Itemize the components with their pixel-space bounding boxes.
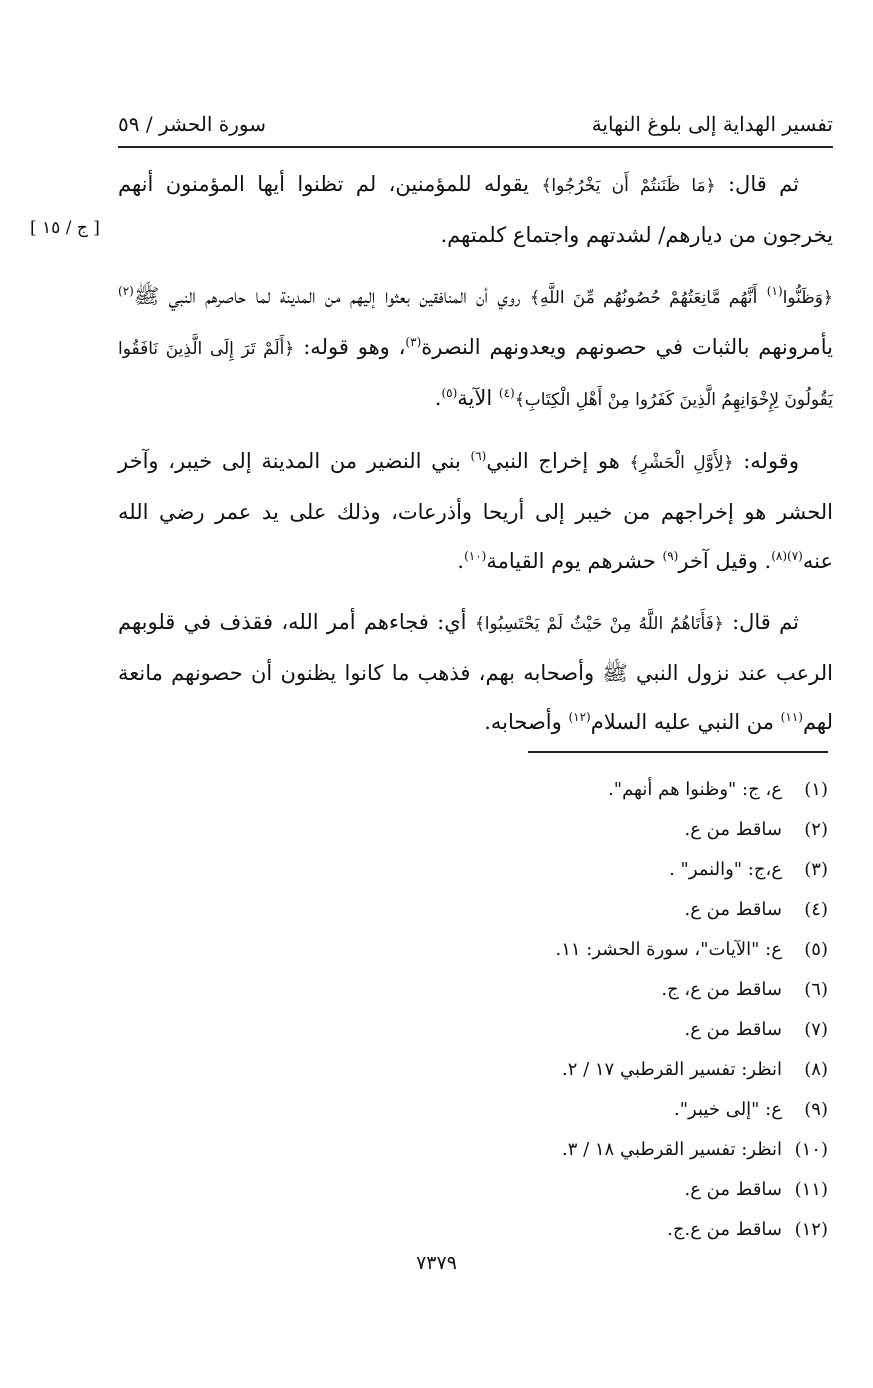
text-run: .: [434, 386, 442, 410]
footnote-number: (٤): [804, 899, 828, 920]
footnote-number: (٥): [804, 939, 828, 960]
text-run: حشرهم يوم القيامة: [486, 549, 656, 573]
footnote-item: [350, 930, 828, 970]
footnote-text: ع، ج: "وظنوا هم أنهم".: [608, 779, 782, 800]
main-text: [118, 160, 833, 759]
paragraph-4: [118, 598, 833, 747]
manuscript-margin-reference: [ ج / ١٥ ]: [30, 218, 100, 238]
footnote-text: انظر: تفسير القرطبي ١٨ / ٣.: [561, 1139, 782, 1160]
text-run: ، وهو قوله:: [303, 335, 406, 359]
footnote-number: (٩): [804, 1099, 828, 1120]
footnote-text: ساقط من ع، ج.: [661, 979, 782, 1000]
footnote-ref[interactable]: (٤): [498, 386, 515, 400]
text-run: .: [457, 549, 465, 573]
footnote-item: [350, 1090, 828, 1130]
footnote-ref[interactable]: (٢): [118, 284, 134, 298]
footnote-number: (٨): [804, 1059, 828, 1080]
footnote-text: ع: "الآيات"، سورة الحشر: ١١.: [555, 939, 782, 960]
footnote-ref[interactable]: (١٢): [568, 710, 591, 724]
footnote-text: ساقط من ع.: [684, 1179, 782, 1200]
footnote-text: ساقط من ع.: [684, 819, 782, 840]
book-title: تفسير الهداية إلى بلوغ النهاية: [591, 112, 833, 136]
footnote-text: ع: "إلى خيبر".: [674, 1099, 782, 1120]
text-run: هو إخراج النبي: [486, 449, 620, 473]
footnote-text: ع،ج: "والنمر" .: [669, 859, 782, 880]
footnotes-list: [350, 770, 828, 1250]
footnote-item: [350, 970, 828, 1010]
quran-verse: ﴿فَأَتَاهُمُ اللَّهُ مِنْ حَيْثُ لَمْ يَحْتَسِبُوا﴾: [474, 614, 724, 634]
footnote-number: (١١): [794, 1179, 828, 1200]
text-run: بني النضير من المدينة إلى خيبر، وآخر الحشر هو إخراجهم من خيبر إلى أريحا وأذرعات، وذلك على يد عمر رضي الله عنه: [118, 449, 833, 573]
paragraph-1: [118, 160, 833, 260]
paragraph-2: [118, 272, 833, 425]
paragraph-3: [118, 437, 833, 586]
footnote-text: انظر: تفسير القرطبي ١٧ / ٢.: [561, 1059, 782, 1080]
quran-verse: ﴿مَا ظَنَنتُمْ أَن يَخْرُجُوا﴾: [541, 176, 716, 196]
footnote-number: (٢): [804, 819, 828, 840]
footnote-item: [350, 1210, 828, 1250]
text-run: وأصحابه.: [484, 710, 562, 734]
quran-verse: ﴿أَلَمْ تَرَ إِلَى الَّذِينَ نَافَقُوا يَقُولُونَ لِإِخْوَانِهِمُ الَّذِينَ كَفَرُوا مِنْ أَهْلِ الْكِتَابِ﴾: [118, 339, 833, 410]
footnote-number: (١٠): [794, 1139, 828, 1160]
footnote-separator: [528, 751, 828, 753]
footnote-ref[interactable]: (١): [766, 284, 783, 298]
footnote-item: [350, 770, 828, 810]
footnote-item: [350, 1170, 828, 1210]
footnote-ref[interactable]: (٥): [441, 386, 458, 400]
text-run: من النبي عليه السلام: [590, 710, 774, 734]
quran-verse: ﴿لِأَوَّلِ الْحَشْرِ﴾: [629, 453, 734, 473]
footnote-item: [350, 1130, 828, 1170]
text-run: يأمرونهم بالثبات في حصونهم ويعدونهم النصرة: [421, 335, 833, 359]
footnote-item: [350, 890, 828, 930]
footnote-number: (١٢): [794, 1219, 828, 1240]
text-run: يقوله للمؤمنين، لم تظنوا أيها المؤمنون أنهم يخرجون من ديارهم/ لشدتهم واجتماع كلمتهم.: [118, 172, 833, 247]
footnote-ref[interactable]: (٦): [470, 449, 487, 463]
footnote-number: (٣): [804, 859, 828, 880]
footnote-number: (٦): [804, 979, 828, 1000]
footnote-text: ساقط من ع.ج.: [667, 1219, 782, 1240]
text-run: وقوله:: [743, 449, 799, 473]
footnote-number: (٧): [804, 1019, 828, 1040]
footnote-ref[interactable]: (١١): [780, 710, 803, 724]
footnote-ref[interactable]: (٣): [405, 335, 422, 349]
footnote-text: ساقط من ع.: [684, 899, 782, 920]
surah-page-label: سورة الحشر / ٥٩: [118, 112, 266, 136]
footnote-text: ساقط من ع.: [684, 1019, 782, 1040]
footnote-ref[interactable]: (٧)(٨): [771, 549, 803, 563]
text-run: أي: فجاءهم أمر الله، فقذف في قلوبهم الرعب عند نزول النبي ﷺ وأصحابه بهم، فذهب ما كانوا يظنون أن حصونهم مانعة لهم: [118, 610, 833, 734]
footnote-ref[interactable]: (٩): [662, 549, 679, 563]
footnote-item: [350, 810, 828, 850]
footnote-item: [350, 1010, 828, 1050]
footnote-ref[interactable]: (١٠): [464, 549, 487, 563]
text-run: ثم قال:: [727, 172, 799, 196]
text-run: روي أن المنافقين بعثوا إليهم من المدينة لما حاصرهم النبي ﷺ: [133, 284, 521, 308]
footnote-number: (١): [804, 779, 828, 800]
quran-verse: ﴿وَظَنُّوا: [782, 288, 833, 308]
text-run: الآية: [457, 386, 493, 410]
footnote-item: [350, 850, 828, 890]
running-header: [118, 104, 833, 148]
text-run: . وقيل آخر: [678, 549, 772, 573]
quran-verse: أَنَّهُم مَّانِعَتُهُمْ حُصُونُهُم مِّنَ اللَّهِ﴾: [530, 288, 758, 308]
text-run: ثم قال:: [732, 610, 800, 634]
page-number: ٧٣٧٩: [416, 1252, 457, 1274]
footnote-item: [350, 1050, 828, 1090]
